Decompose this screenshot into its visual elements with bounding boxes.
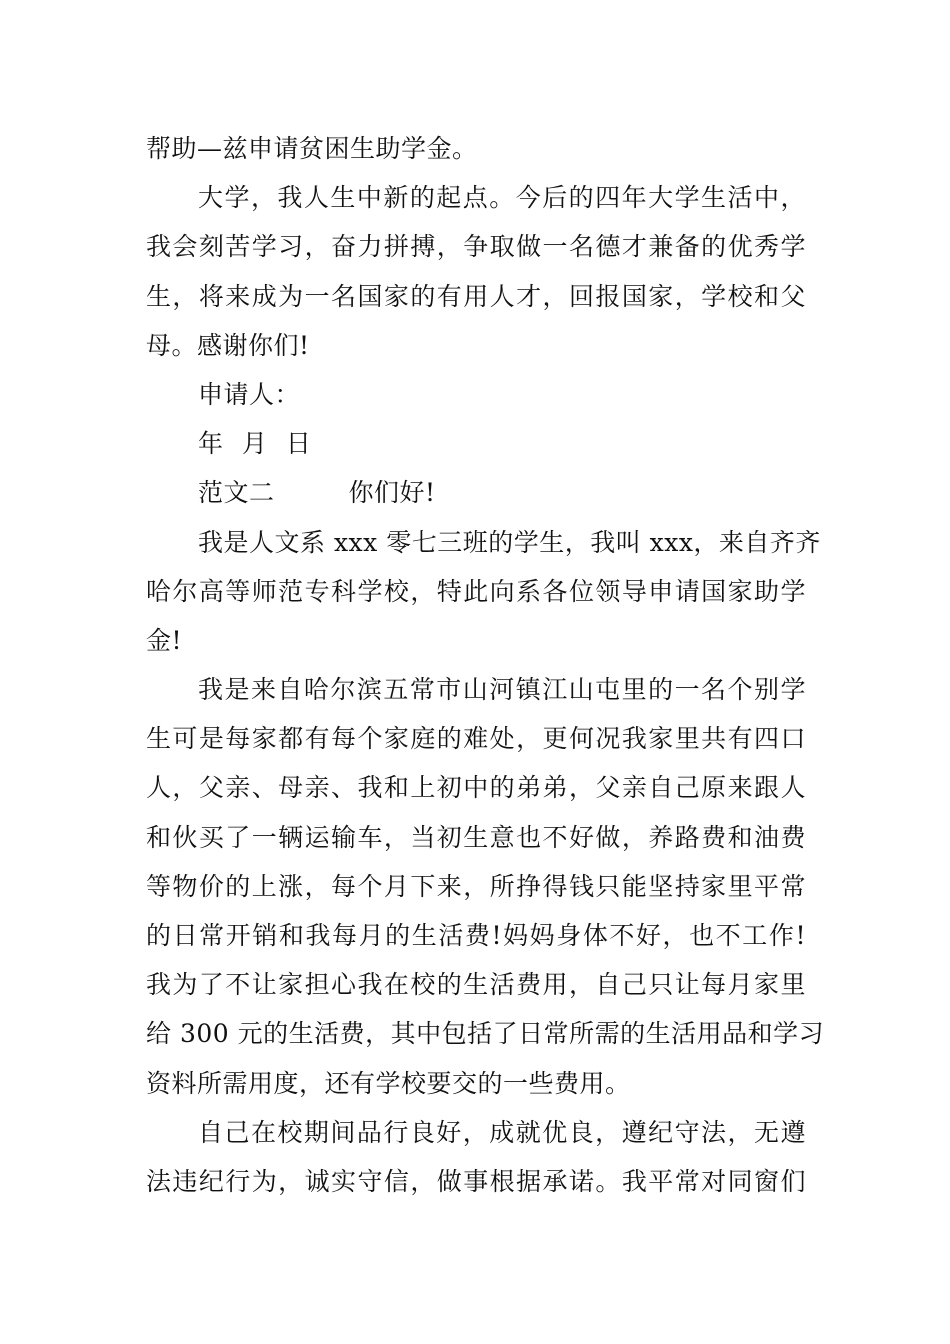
paragraph-4-line-5: 等物价的上涨，每个月下来，所挣得钱只能坚持家里平常 — [146, 871, 806, 901]
paragraph-4-line-8: 给 300 元的生活费，其中包括了日常所需的生活用品和学习 — [146, 1019, 825, 1049]
sample-two-title: 范文二 — [198, 478, 275, 508]
paragraph-3-line-1: 我是人文系 xxx 零七三班的学生，我叫 xxx，来自齐齐 — [198, 527, 821, 557]
document-body — [146, 124, 825, 1206]
sample-two-greeting: 你们好! — [348, 478, 436, 508]
paragraph-4-line-3: 人，父亲、母亲、我和上初中的弟弟，父亲自己原来跟人 — [146, 773, 806, 803]
paragraph-4-line-4: 和伙买了一辆运输车，当初生意也不好做，养路费和油费 — [146, 822, 806, 852]
applicant-label: 申请人： — [198, 379, 301, 409]
paragraph-2-line-2: 我会刻苦学习，奋力拼搏，争取做一名德才兼备的优秀学 — [146, 232, 806, 262]
paragraph-4-line-1: 我是来自哈尔滨五常市山河镇江山屯里的一名个别学 — [198, 675, 806, 705]
paragraph-2-line-3: 生，将来成为一名国家的有用人才，回报国家，学校和父 — [146, 281, 806, 311]
paragraph-4-line-9: 资料所需用度，还有学校要交的一些费用。 — [146, 1068, 631, 1098]
sample-two-heading — [146, 468, 806, 517]
paragraph-5-line-1: 自己在校期间品行良好，成就优良，遵纪守法，无遵 — [198, 1117, 806, 1147]
paragraph-4-line-6: 的日常开销和我每月的生活费!妈妈身体不好，也不工作! — [146, 921, 806, 950]
paragraph-2-line-4: 母。感谢你们! — [146, 330, 310, 360]
paragraph-4-line-7: 我为了不让家担心我在校的生活费用，自己只让每月家里 — [146, 970, 806, 1000]
paragraph-3-line-2: 哈尔高等师范专科学校，特此向系各位领导申请国家助学 — [146, 576, 806, 606]
date-label: 年 月 日 — [198, 429, 312, 459]
paragraph-3-line-3: 金! — [146, 625, 183, 655]
paragraph-5-line-2: 法违纪行为，诚实守信，做事根据承诺。我平常对同窗们 — [146, 1166, 806, 1196]
paragraph-1-line-1: 帮助—兹申请贫困生助学金。 — [146, 134, 478, 163]
paragraph-4-line-2: 生可是每家都有每个家庭的难处，更何况我家里共有四口 — [146, 724, 806, 754]
paragraph-2-line-1: 大学，我人生中新的起点。今后的四年大学生活中， — [198, 183, 806, 213]
